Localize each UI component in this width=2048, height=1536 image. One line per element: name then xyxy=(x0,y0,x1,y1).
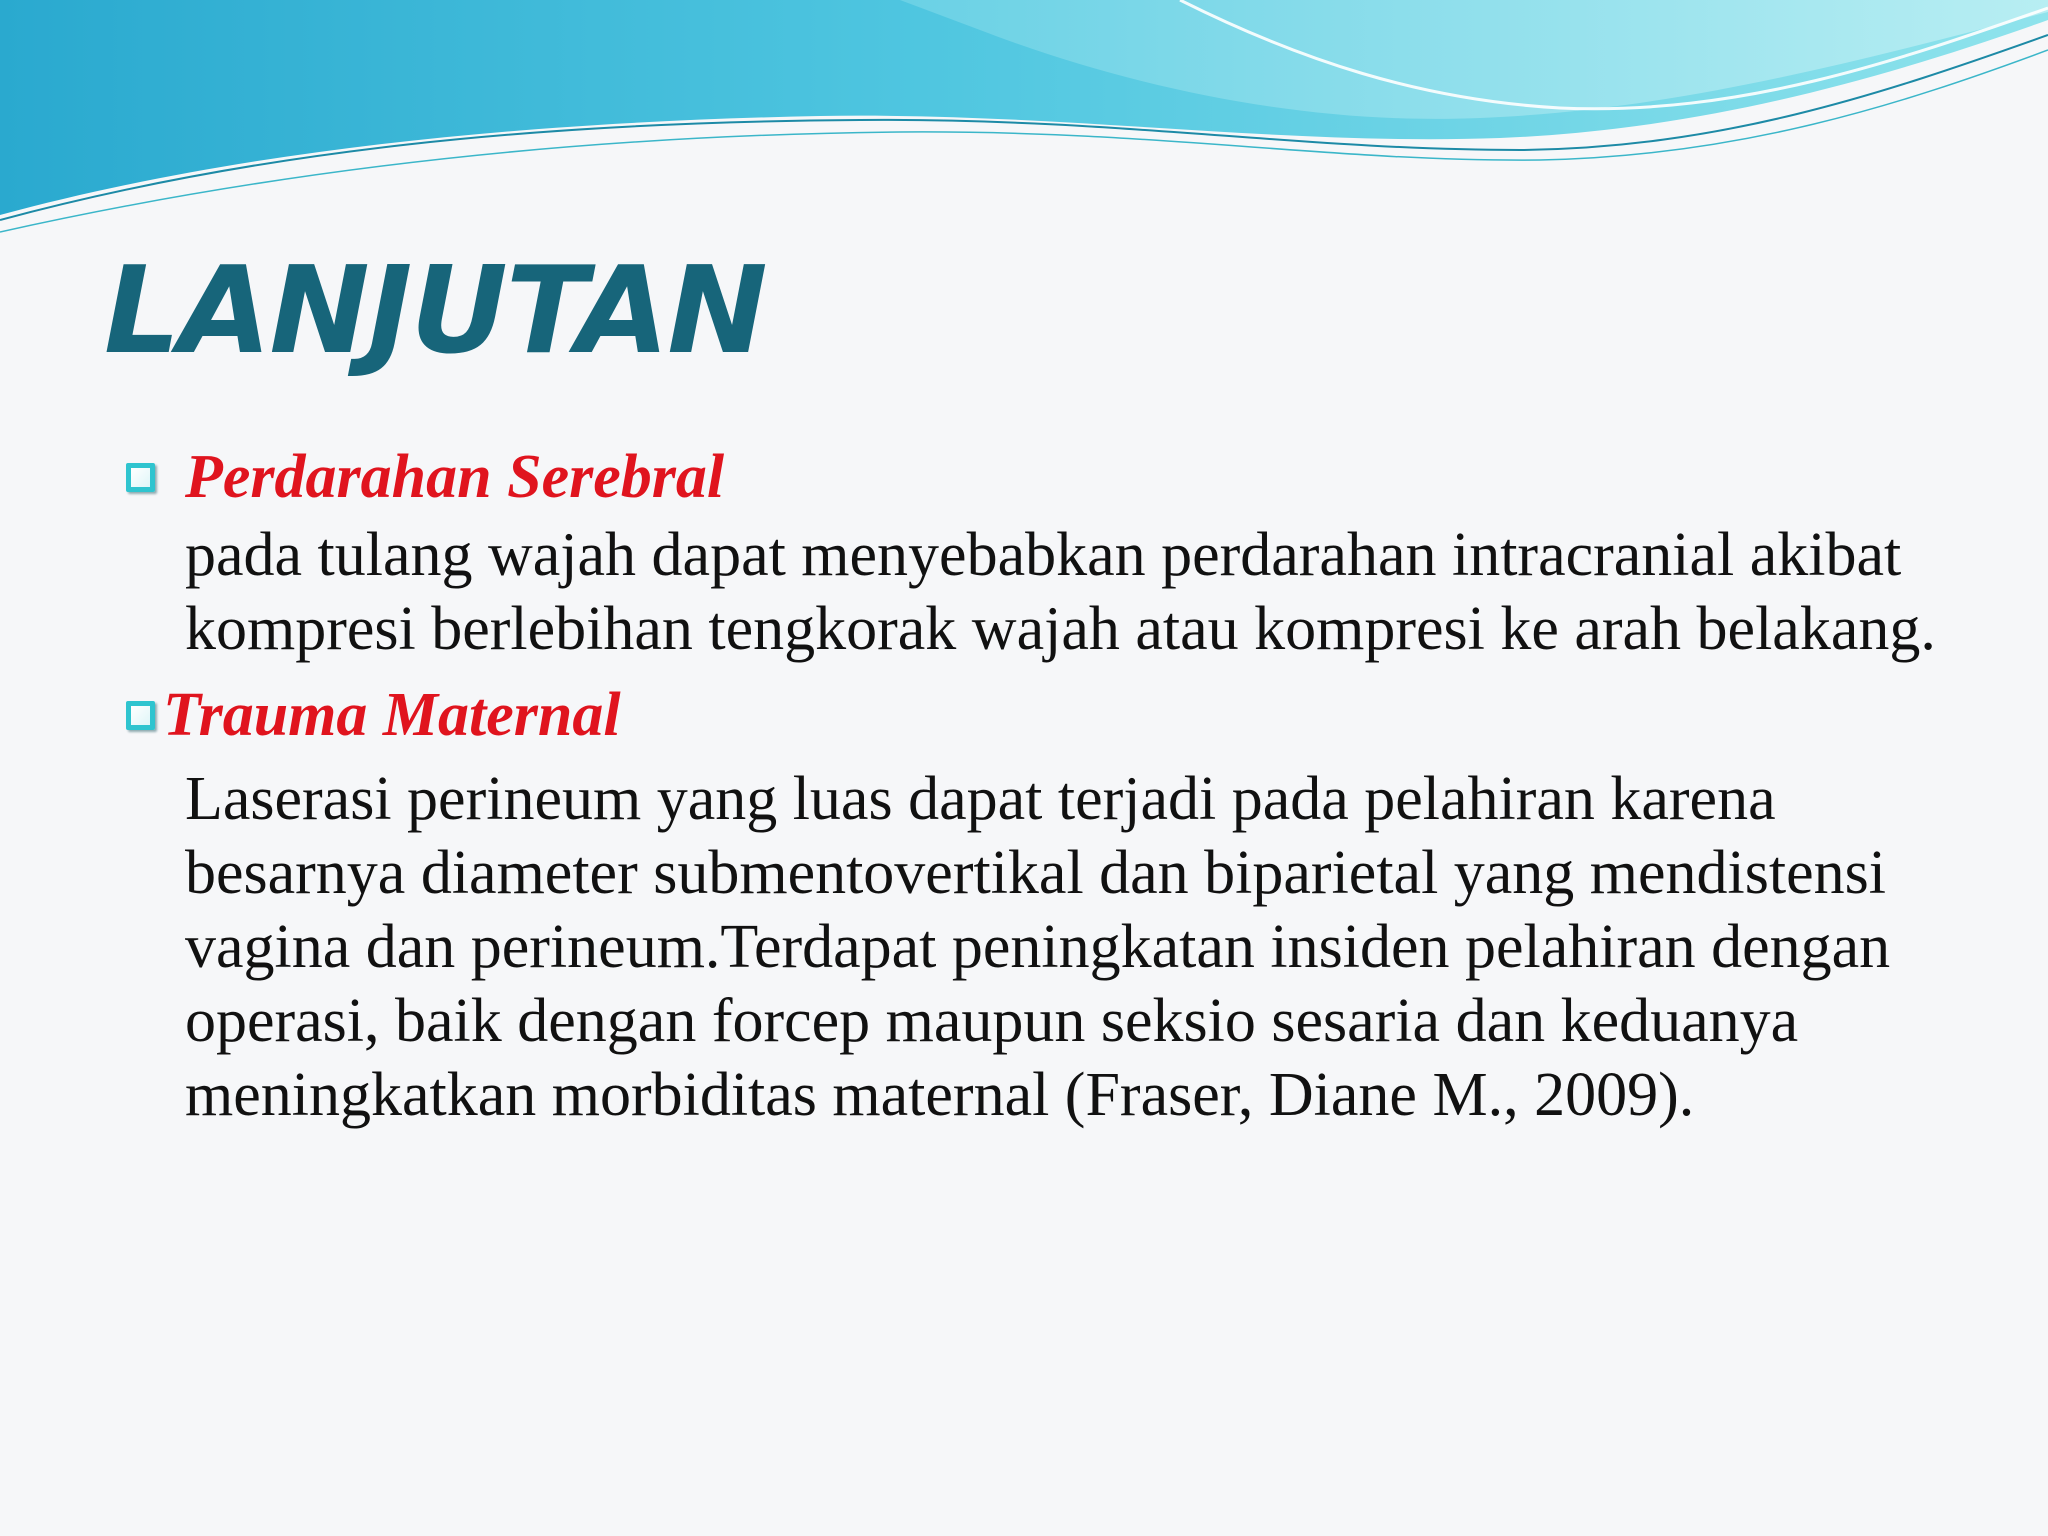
bullet-heading xyxy=(126,674,1966,756)
section-body: pada tulang wajah dapat menyebabkan perdarahan intracranial akibat kompresi berlebihan tengkorak wajah atau kompresi ke arah belakang. xyxy=(185,521,1936,663)
slide-title: LANJUTAN xyxy=(104,242,766,381)
hollow-square-bullet-icon xyxy=(126,463,155,492)
bullet-heading xyxy=(126,436,1966,518)
header-wave-decoration xyxy=(0,0,2048,240)
section-heading: Trauma Maternal xyxy=(163,680,621,749)
section-body: Laserasi perineum yang luas dapat terjadi pada pelahiran karena besarnya diameter submentovertikal dan biparietal yang mendistensi vagina dan perineum.Terdapat peningkatan insiden pelahiran dengan operasi, baik dengan forcep maupun seksio sesaria dan keduanya meningkatkan morbiditas maternal (Fraser, Diane M., 2009). xyxy=(185,765,1891,1129)
slide-content xyxy=(126,436,1966,1132)
section-heading: Perdarahan Serebral xyxy=(185,442,725,511)
hollow-square-bullet-icon xyxy=(126,701,155,730)
